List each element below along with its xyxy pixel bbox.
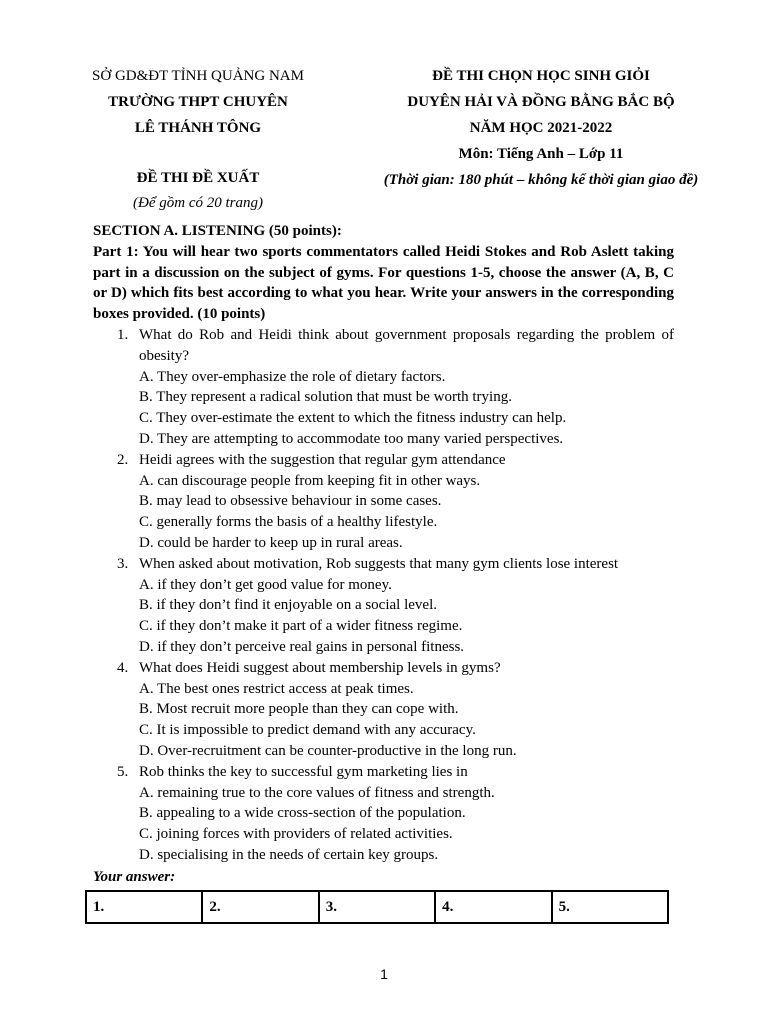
- subject-grade: Môn: Tiếng Anh – Lớp 11: [458, 146, 624, 162]
- question-stem: When asked about motivation, Rob suggests that many gym clients lose interest: [139, 555, 619, 572]
- question-4: [93, 658, 674, 679]
- answer-box-4[interactable]: 4.: [435, 891, 551, 923]
- your-answer-label: Your answer:: [93, 868, 176, 885]
- answer-row: [86, 891, 668, 923]
- answer-option: D. They are attempting to accommodate too many varied perspectives.: [139, 430, 564, 447]
- question-1: [93, 325, 674, 367]
- answer-option: B. if they don’t find it enjoyable on a social level.: [139, 597, 437, 614]
- question-number: 4.: [117, 659, 129, 676]
- section-title: SECTION A. LISTENING (50 points):: [93, 223, 342, 239]
- page-count-note: (Để gồm có 20 trang): [133, 195, 263, 211]
- answer-option: C. if they don’t make it part of a wider fitness regime.: [139, 618, 463, 635]
- school-year: NĂM HỌC 2021-2022: [469, 120, 613, 136]
- answer-option: D. if they don’t perceive real gains in personal fitness.: [139, 638, 465, 655]
- question-3: [93, 554, 674, 575]
- department-name: SỞ GD&ĐT TỈNH QUẢNG NAM: [92, 68, 304, 84]
- answer-table: [85, 890, 669, 924]
- part-instructions: Part 1: You will hear two sports commentators called Heidi Stokes and Rob Aslett taking part in a discussion on the subject of gyms. For questions 1-5, choose the answer (A, B, C or D) which fits best according to what you hear. Write your answers in the corresponding boxes provided. (10 points): [93, 243, 674, 323]
- question-stem: What does Heidi suggest about membership levels in gyms?: [139, 659, 501, 676]
- question-5: [93, 762, 674, 783]
- school-name-line1: TRƯỜNG THPT CHUYÊN: [108, 94, 288, 110]
- answer-option: B. They represent a radical solution that must be worth trying.: [139, 389, 512, 406]
- question-number: 2.: [117, 451, 129, 468]
- question-number: 5.: [117, 763, 129, 780]
- answer-box-1[interactable]: 1.: [86, 891, 202, 923]
- question-2: [93, 450, 674, 471]
- answer-option: C. They over-estimate the extent to which the fitness industry can help.: [139, 410, 567, 427]
- answer-option: D. could be harder to keep up in rural areas.: [139, 534, 403, 551]
- answer-option: A. if they don’t get good value for money.: [139, 576, 392, 593]
- header-right: [338, 66, 744, 196]
- exam-region: DUYÊN HẢI VÀ ĐỒNG BẰNG BẮC BỘ: [407, 94, 675, 110]
- answer-option: B. may lead to obsessive behaviour in some cases.: [139, 493, 442, 510]
- answer-option: C. It is impossible to predict demand with any accuracy.: [139, 722, 476, 739]
- answer-option: C. generally forms the basis of a healthy lifestyle.: [139, 514, 438, 531]
- header-left: [54, 66, 342, 214]
- question-stem: Rob thinks the key to successful gym marketing lies in: [139, 763, 468, 780]
- page-number: 1: [380, 966, 388, 982]
- answer-option: C. joining forces with providers of related activities.: [139, 826, 453, 843]
- answer-option: A. remaining true to the core values of fitness and strength.: [139, 784, 495, 801]
- answer-option: B. appealing to a wide cross-section of the population.: [139, 805, 466, 822]
- answer-box-5[interactable]: 5.: [552, 891, 668, 923]
- question-number: 3.: [117, 555, 129, 572]
- question-number: 1.: [117, 326, 129, 343]
- answer-option: B. Most recruit more people than they can cope with.: [139, 701, 459, 718]
- question-stem: What do Rob and Heidi think about government proposals regarding the problem of obesity?: [139, 326, 674, 364]
- exam-duration: (Thời gian: 180 phút – không kể thời gian giao đề): [383, 172, 699, 188]
- question-list: [93, 325, 674, 866]
- answer-option: D. Over-recruitment can be counter-productive in the long run.: [139, 742, 517, 759]
- question-stem: Heidi agrees with the suggestion that regular gym attendance: [139, 451, 506, 468]
- exam-title: ĐỀ THI CHỌN HỌC SINH GIỎI: [432, 68, 650, 84]
- answer-option: D. specialising in the needs of certain key groups.: [139, 846, 439, 863]
- exam-proposal-label: ĐỀ THI ĐỀ XUẤT: [136, 170, 260, 186]
- school-name-line2: LÊ THÁNH TÔNG: [134, 120, 262, 136]
- answer-option: A. The best ones restrict access at peak times.: [139, 680, 414, 697]
- answer-box-2[interactable]: 2.: [202, 891, 318, 923]
- exam-content: [93, 221, 674, 888]
- answer-option: A. They over-emphasize the role of dietary factors.: [139, 368, 446, 385]
- answer-option: A. can discourage people from keeping fit in other ways.: [139, 472, 481, 489]
- answer-box-3[interactable]: 3.: [319, 891, 435, 923]
